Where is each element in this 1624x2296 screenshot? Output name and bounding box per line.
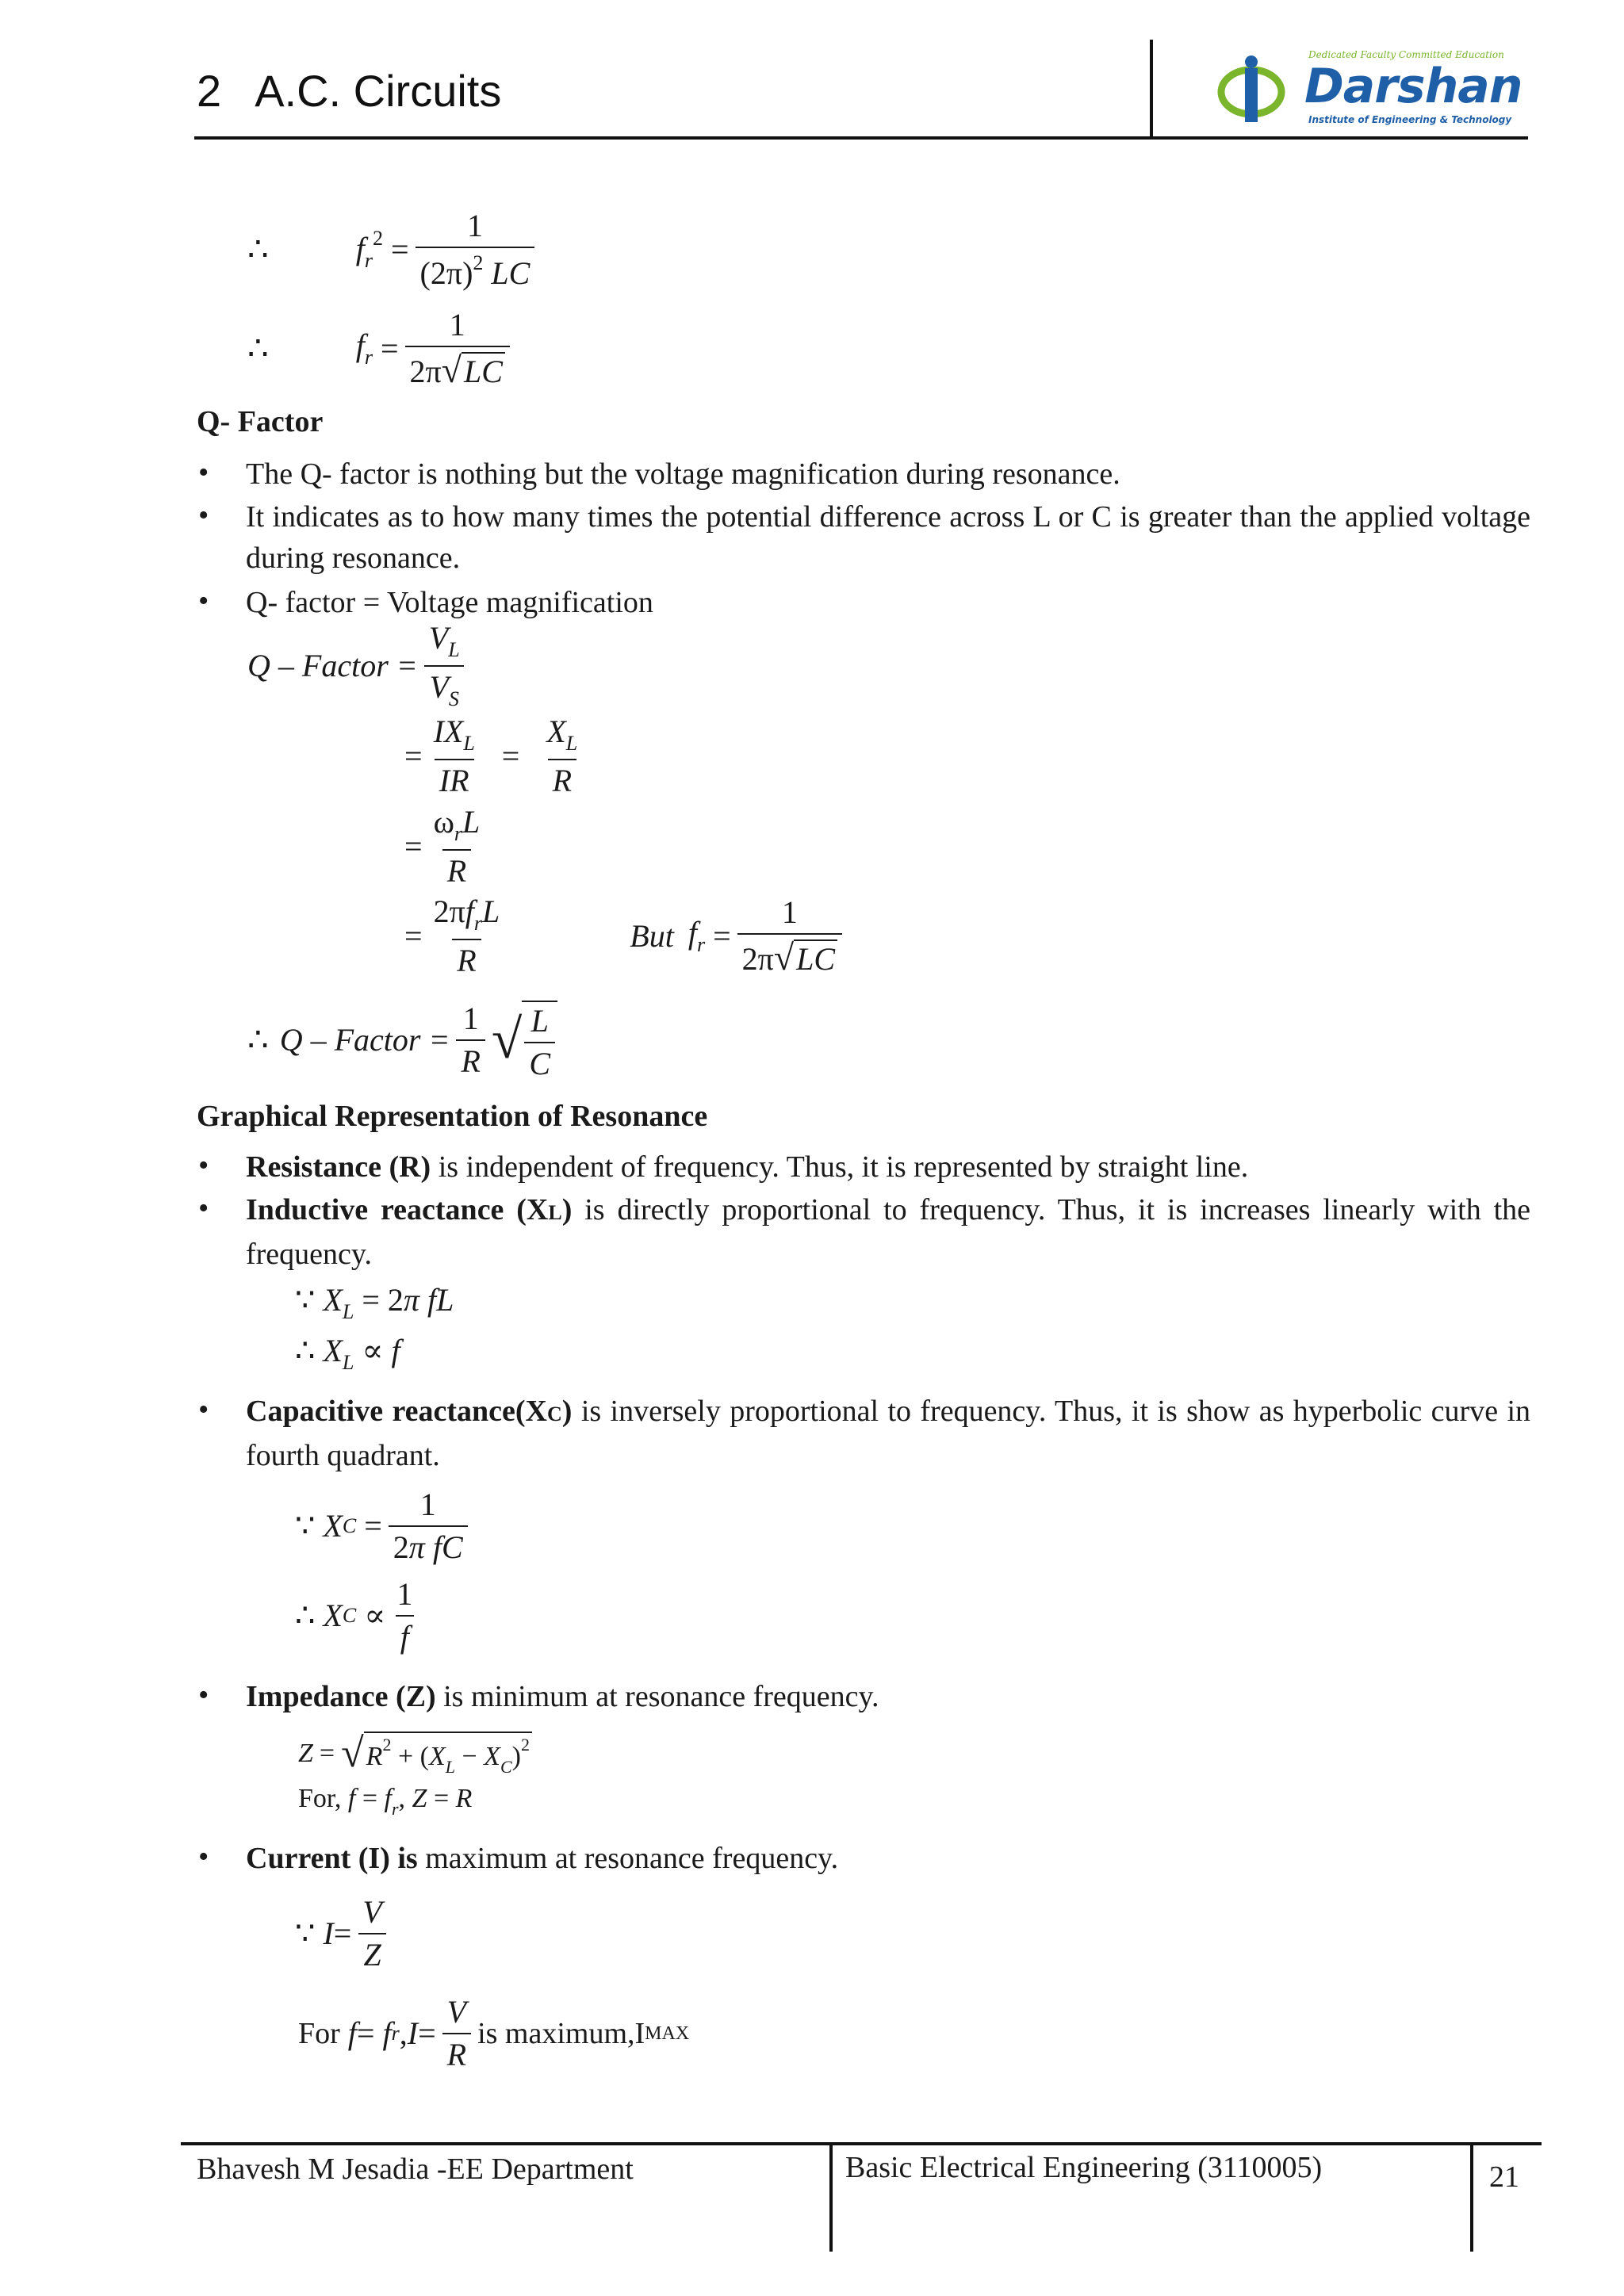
page-number: 21	[1489, 2160, 1519, 2194]
page-header	[0, 0, 1624, 143]
graphical-heading: Graphical Representation of Resonance	[197, 1100, 708, 1133]
inductive-bullet: Inductive reactance (XL) is directly proportional to frequency. Thus, it is increases linearly with the frequency.	[246, 1193, 1530, 1271]
eq-z-resonance: For, $f = f_r$, Z = R	[298, 1784, 473, 1819]
therefore-symbol: ∴	[247, 232, 269, 268]
eq-q-final: ∴ Q – Factor = $\frac{1}{R}$ √ $\frac{L}{C}$	[247, 993, 564, 1088]
resistance-bullet: Resistance (R) is independent of frequency. Thus, it is represented by straight line.	[246, 1150, 1249, 1184]
bullet-icon: •	[198, 1840, 209, 1873]
logo-tagline: Dedicated Faculty Committed Education	[1308, 49, 1504, 60]
q-factor-heading: Q- Factor	[197, 405, 324, 438]
eq-xc: ∵ X C = $\frac{1}{\text{2π fC}}$	[295, 1483, 474, 1570]
bullet-icon: •	[198, 1192, 209, 1225]
eq-z: Z = √ $R^2 + (X_L - X_C)^2$	[298, 1732, 532, 1776]
eq-xl: ∵ $X_L = 2\pi$ fL	[295, 1282, 454, 1323]
eq-fr: ∴ $f_r$ = $\frac{1}{2\pi√LC}$	[247, 301, 516, 396]
bullet-icon: •	[198, 1393, 209, 1426]
therefore-symbol: ∴	[247, 331, 269, 367]
chapter-title	[197, 65, 501, 117]
eq-fr-squared: ∴ $f_r^2$ = $\frac{1}{(2\pi)^2 LC}$	[247, 198, 541, 301]
fraction: $\frac{1}{2\pi√LC}$	[405, 309, 510, 388]
q-bullet-3: Q- factor = Voltage magnification	[246, 586, 653, 619]
footer-divider-1	[829, 2142, 833, 2252]
darshan-logo	[1213, 49, 1522, 128]
footer-course: Basic Electrical Engineering (3110005)	[845, 2151, 1323, 2184]
eq-q-2pifl: = $\frac{2\pi f_rL}{R}$ But $f_r$ = $\frac{1}{2\pi√LC}$	[404, 893, 848, 980]
footer-author: Bhavesh M Jesadia -EE Department	[197, 2152, 634, 2186]
eq-q-omega: = $\frac{\omega_rL}{R}$	[404, 804, 481, 889]
but-label: But	[630, 918, 674, 954]
header-rule	[194, 136, 1528, 140]
eq-i: ∵ I = $\frac{V}{Z}$	[295, 1890, 393, 1977]
q-bullet-1: The Q- factor is nothing but the voltage magnification during resonance.	[246, 457, 1120, 491]
eq-xl-prop: ∴ $X_L \propto f$	[295, 1333, 400, 1374]
logo-emblem-icon	[1213, 54, 1300, 125]
fraction: $\frac{1}{(2\pi)^2 LC}$	[416, 210, 535, 289]
chapter-name: A.C. Circuits	[255, 66, 502, 116]
impedance-bullet: Impedance (Z) is minimum at resonance frequency.	[246, 1680, 879, 1713]
chapter-number: 2	[197, 66, 222, 116]
header-vertical-divider	[1150, 40, 1153, 139]
eq-xc-prop: ∴ X C ∝ $\frac{1}{f}$	[295, 1576, 413, 1655]
q-bullet-2: It indicates as to how many times the potential difference across L or C is greater than the applied voltage during resonance.	[246, 500, 1530, 575]
bullet-icon: •	[198, 456, 209, 489]
eq-i-max: For f = f r , I = $\frac{V}{R}$ is maximum,I MAX	[298, 1994, 690, 2072]
logo-wordmark: Darshan	[1304, 59, 1522, 114]
capacitive-bullet: Capacitive reactance(XC) is inversely proportional to frequency. Thus, it is show as hyperbolic curve in fourth quadrant.	[246, 1395, 1530, 1472]
bullet-icon: •	[198, 1149, 209, 1182]
bullet-icon: •	[198, 499, 209, 532]
current-bullet: Current (I) is maximum at resonance frequency.	[246, 1842, 839, 1875]
bullet-icon: •	[198, 584, 209, 618]
eq-q-vl-vs: Q – Factor = $\frac{V_L}{V_S}$	[247, 626, 471, 706]
footer-divider-2	[1470, 2142, 1473, 2252]
logo-subtitle: Institute of Engineering & Technology	[1308, 114, 1512, 125]
footer-rule	[181, 2142, 1542, 2145]
eq-q-ixl: = $\frac{IX_L}{IR}$ = $\frac{X_L}{R}$	[404, 714, 578, 798]
bullet-icon: •	[198, 1678, 209, 1712]
